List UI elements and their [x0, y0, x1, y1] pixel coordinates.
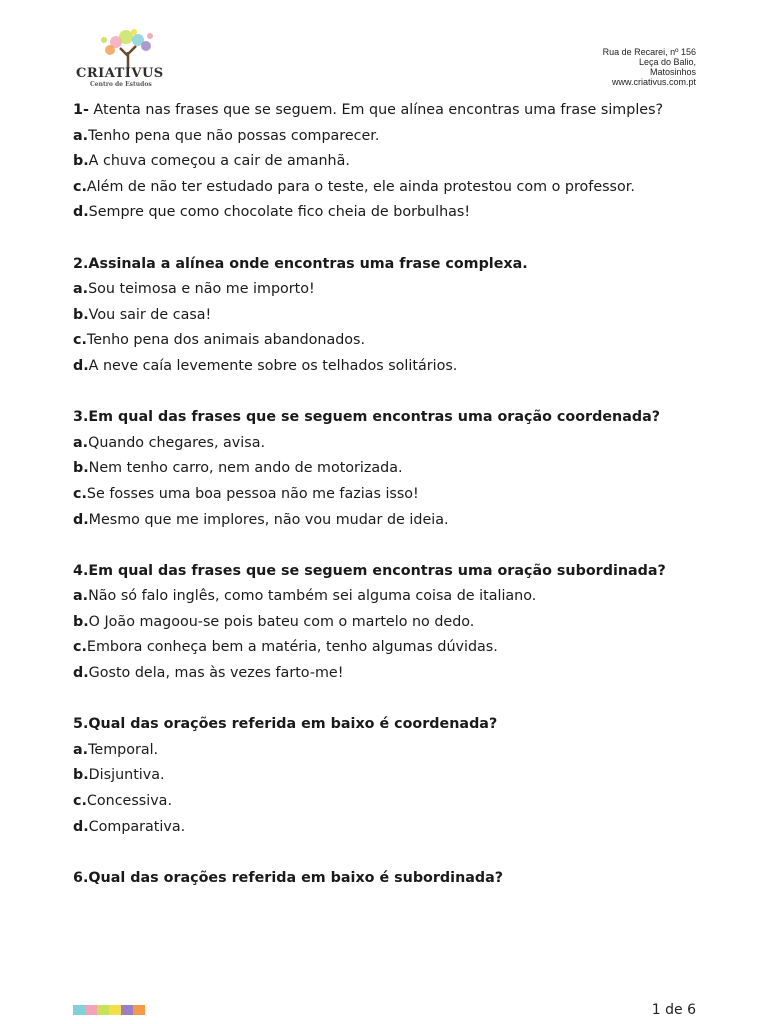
- color-swatch: [73, 1005, 85, 1015]
- question-text: Qual das orações referida em baixo é coordenada?: [88, 716, 498, 733]
- option-letter: a.: [73, 741, 89, 758]
- option-letter: c.: [73, 332, 87, 349]
- option-letter: a.: [73, 588, 89, 605]
- color-swatch: [109, 1005, 121, 1015]
- option-letter: d.: [73, 511, 89, 528]
- address-block: [603, 47, 696, 87]
- question-1-title: [73, 98, 703, 124]
- option-item: [73, 149, 703, 175]
- question-text: Atenta nas frases que se seguem. Em que alínea encontras uma frase simples?: [88, 102, 664, 118]
- website-link[interactable]: www.criativus.com.pt: [611, 77, 696, 87]
- option-letter: a.: [73, 127, 89, 144]
- tree-logo-icon: [88, 28, 168, 68]
- option-text: Nem tenho carro, nem ando de motorizada.: [88, 460, 403, 477]
- question-4-title: [73, 559, 703, 585]
- option-text: Mesmo que me implores, não vou mudar de ideia.: [88, 511, 449, 528]
- question-6-title: [73, 866, 703, 892]
- option-text: Além de não ter estudado para o teste, ele ainda protestou com o professor.: [86, 178, 635, 195]
- option-letter: c.: [73, 178, 87, 195]
- criativus-logo: [70, 28, 180, 90]
- option-item: [73, 303, 703, 329]
- option-item: [73, 431, 703, 457]
- option-item: [73, 508, 703, 534]
- option-item: [73, 277, 703, 303]
- option-text: O João magoou-se pois bateu com o martelo no dedo.: [88, 613, 475, 630]
- option-text: Não só falo inglês, como também sei alguma coisa de italiano.: [88, 588, 537, 605]
- option-text: Concessiva.: [86, 793, 172, 810]
- question-number: 2.: [73, 255, 89, 272]
- option-letter: a.: [73, 281, 89, 298]
- option-letter: d.: [73, 204, 89, 221]
- color-swatch: [85, 1005, 97, 1015]
- option-text: A chuva começou a cair de amanhã.: [88, 153, 350, 170]
- option-text: Tenho pena que não possas comparecer.: [88, 127, 380, 144]
- option-text: Tenho pena dos animais abandonados.: [86, 332, 366, 349]
- option-text: Sempre que como chocolate fico cheia de borbulhas!: [88, 204, 471, 221]
- color-swatch: [133, 1005, 145, 1015]
- option-item: [73, 661, 703, 687]
- option-text: Sou teimosa e não me importo!: [88, 281, 315, 298]
- option-item: [73, 124, 703, 150]
- option-letter: a.: [73, 434, 89, 451]
- worksheet-content: [73, 98, 703, 891]
- footer-color-bar: [73, 1005, 145, 1015]
- option-item: [73, 815, 703, 841]
- option-text: Se fosses uma boa pessoa não me fazias isso!: [86, 485, 419, 502]
- option-text: Comparativa.: [88, 818, 186, 835]
- option-item: [73, 763, 703, 789]
- option-text: Embora conheça bem a matéria, tenho algumas dúvidas.: [86, 639, 498, 656]
- address-line: Rua de Recarei, nº 156: [602, 47, 696, 57]
- option-text: Disjuntiva.: [88, 767, 165, 784]
- option-text: A neve caía levemente sobre os telhados solitários.: [88, 357, 458, 374]
- question-text: Em qual das frases que se seguem encontras uma oração subordinada?: [88, 562, 666, 579]
- option-item: [73, 175, 703, 201]
- option-letter: d.: [73, 665, 89, 682]
- logo-name: CRIATIVUS: [76, 66, 164, 81]
- option-letter: b.: [73, 613, 89, 630]
- question-number: 5.: [73, 716, 89, 733]
- address-line: Leça do Balio,: [638, 57, 696, 67]
- option-letter: c.: [73, 793, 87, 810]
- question-number: 6.: [73, 869, 89, 886]
- color-swatch: [121, 1005, 133, 1015]
- option-letter: b.: [73, 153, 89, 170]
- option-item: [73, 354, 703, 380]
- color-swatch: [97, 1005, 109, 1015]
- question-number: 4.: [73, 562, 89, 579]
- option-letter: d.: [73, 357, 89, 374]
- logo-subtitle: Centro de Estudos: [90, 81, 152, 88]
- option-text: Gosto dela, mas às vezes farto-me!: [88, 665, 344, 682]
- question-text: Assinala a alínea onde encontras uma frase complexa.: [88, 255, 528, 272]
- address-line: Matosinhos: [649, 67, 696, 77]
- question-3-title: [73, 405, 703, 431]
- option-letter: b.: [73, 767, 89, 784]
- question-2-title: [73, 252, 703, 278]
- question-5-title: [73, 712, 703, 738]
- option-text: Vou sair de casa!: [88, 306, 212, 323]
- option-item: [73, 789, 703, 815]
- option-letter: c.: [73, 485, 87, 502]
- option-letter: d.: [73, 818, 89, 835]
- option-letter: b.: [73, 460, 89, 477]
- option-letter: b.: [73, 306, 89, 323]
- option-item: [73, 328, 703, 354]
- option-item: [73, 635, 703, 661]
- option-text: Quando chegares, avisa.: [88, 434, 265, 451]
- option-item: [73, 610, 703, 636]
- question-number: 1-: [73, 102, 89, 118]
- question-number: 3.: [73, 409, 89, 426]
- option-letter: c.: [73, 639, 87, 656]
- option-text: Temporal.: [88, 741, 159, 758]
- option-item: [73, 482, 703, 508]
- option-item: [73, 200, 703, 226]
- option-item: [73, 456, 703, 482]
- option-item: [73, 584, 703, 610]
- question-text: Em qual das frases que se seguem encontras uma oração coordenada?: [88, 409, 661, 426]
- question-text: Qual das orações referida em baixo é subordinada?: [88, 869, 504, 886]
- page-number: 1 de 6: [651, 1002, 696, 1018]
- option-item: [73, 738, 703, 764]
